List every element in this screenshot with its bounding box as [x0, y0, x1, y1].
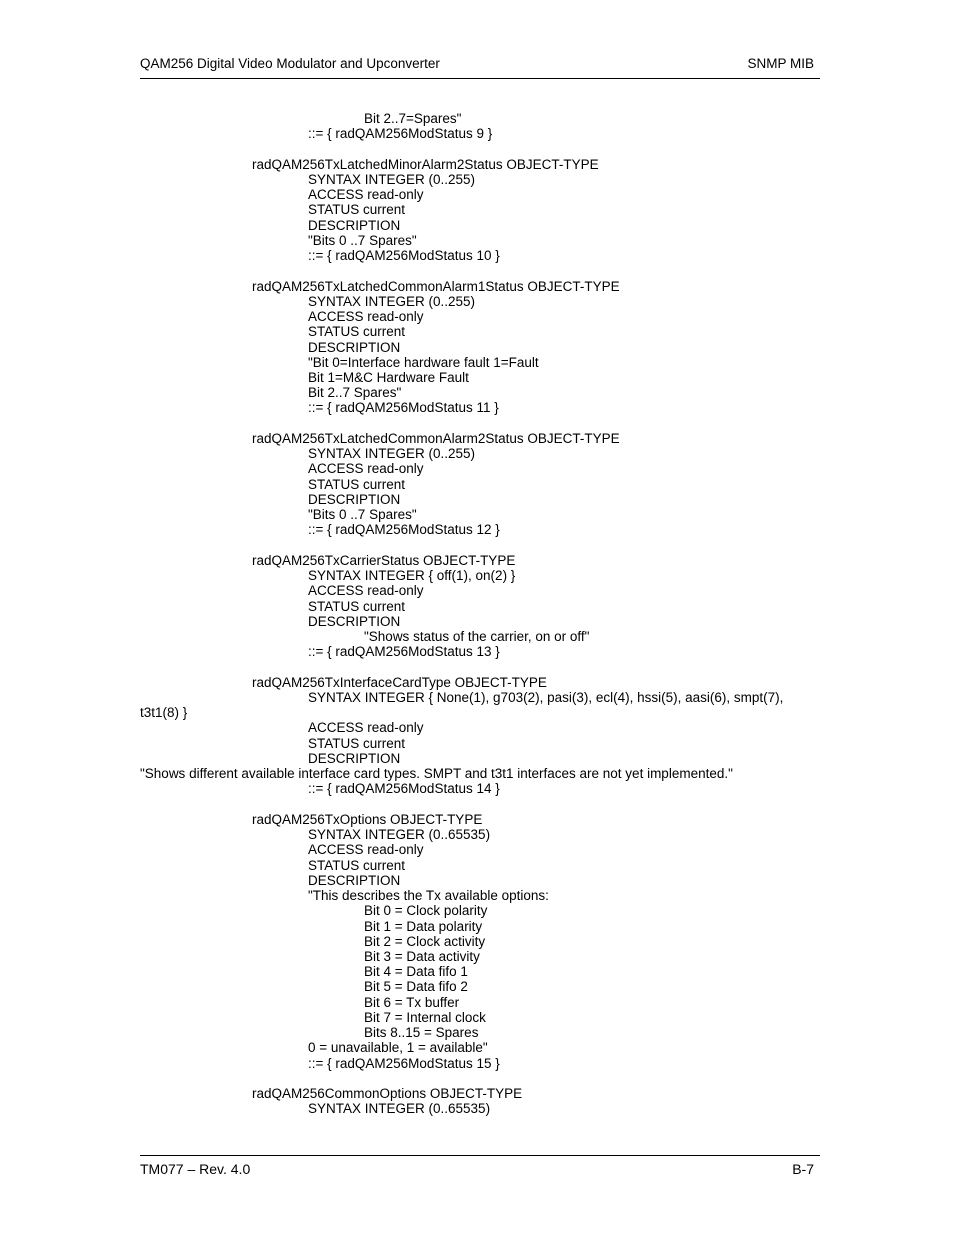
mib-line: STATUS current — [308, 324, 406, 339]
mib-line: Bit 3 = Data activity — [364, 949, 480, 964]
mib-line: STATUS current — [308, 477, 406, 492]
mib-line: ::= { radQAM256ModStatus 14 } — [308, 781, 500, 796]
document-title: QAM256 Digital Video Modulator and Upconverter — [140, 56, 440, 71]
mib-line: STATUS current — [308, 599, 406, 614]
mib-line: radQAM256TxCarrierStatus OBJECT-TYPE — [252, 553, 516, 568]
mib-line: Bit 0 = Clock polarity — [364, 903, 488, 918]
mib-line: "Shows different available interface card types. SMPT and t3t1 interfaces are not yet implemented." — [140, 766, 733, 781]
section-title: SNMP MIB — [747, 56, 814, 71]
mib-line: ACCESS read-only — [308, 583, 424, 598]
mib-line: radQAM256TxLatchedCommonAlarm1Status OBJECT-TYPE — [252, 279, 620, 294]
mib-line: Bits 8..15 = Spares — [364, 1025, 479, 1040]
mib-line: STATUS current — [308, 736, 406, 751]
mib-line: DESCRIPTION — [308, 873, 401, 888]
mib-line: "Bits 0 ..7 Spares" — [308, 507, 417, 522]
mib-line: ACCESS read-only — [308, 187, 424, 202]
mib-line: Bit 1=M&C Hardware Fault — [308, 370, 469, 385]
mib-line: radQAM256TxLatchedMinorAlarm2Status OBJECT-TYPE — [252, 157, 599, 172]
mib-line: radQAM256TxOptions OBJECT-TYPE — [252, 812, 483, 827]
mib-line: Bit 2 = Clock activity — [364, 934, 486, 949]
mib-line: SYNTAX INTEGER (0..255) — [308, 294, 476, 309]
mib-line: ::= { radQAM256ModStatus 12 } — [308, 522, 500, 537]
mib-line: SYNTAX INTEGER (0..255) — [308, 446, 476, 461]
mib-line: SYNTAX INTEGER (0..255) — [308, 172, 476, 187]
mib-line: 0 = unavailable, 1 = available" — [308, 1040, 488, 1055]
mib-line: ::= { radQAM256ModStatus 15 } — [308, 1056, 500, 1071]
mib-line: ACCESS read-only — [308, 461, 424, 476]
mib-line: Bit 2..7=Spares" — [364, 111, 462, 126]
mib-line: radQAM256CommonOptions OBJECT-TYPE — [252, 1086, 523, 1101]
mib-line: DESCRIPTION — [308, 492, 401, 507]
mib-line: DESCRIPTION — [308, 751, 401, 766]
mib-line: DESCRIPTION — [308, 218, 401, 233]
mib-line: Bit 6 = Tx buffer — [364, 995, 460, 1010]
mib-line: SYNTAX INTEGER { off(1), on(2) } — [308, 568, 516, 583]
mib-line: SYNTAX INTEGER (0..65535) — [308, 827, 491, 842]
mib-line: ACCESS read-only — [308, 720, 424, 735]
mib-line: radQAM256TxInterfaceCardType OBJECT-TYPE — [252, 675, 547, 690]
mib-line: Bit 2..7 Spares" — [308, 385, 402, 400]
mib-line: ::= { radQAM256ModStatus 10 } — [308, 248, 500, 263]
mib-line: ACCESS read-only — [308, 309, 424, 324]
mib-line: Bit 4 = Data fifo 1 — [364, 964, 468, 979]
mib-line: "Shows status of the carrier, on or off" — [364, 629, 590, 644]
page-number: B-7 — [792, 1161, 814, 1177]
mib-line: STATUS current — [308, 202, 406, 217]
mib-line: "This describes the Tx available options: — [308, 888, 549, 903]
mib-line: SYNTAX INTEGER { None(1), g703(2), pasi(3), ecl(4), hssi(5), aasi(6), smpt(7), — [308, 690, 784, 705]
document-revision: TM077 – Rev. 4.0 — [140, 1161, 251, 1177]
mib-line: "Bit 0=Interface hardware fault 1=Fault — [308, 355, 539, 370]
page-footer — [140, 1155, 820, 1177]
mib-line: DESCRIPTION — [308, 614, 401, 629]
mib-line: Bit 1 = Data polarity — [364, 919, 483, 934]
mib-line: Bit 5 = Data fifo 2 — [364, 979, 468, 994]
mib-line: radQAM256TxLatchedCommonAlarm2Status OBJECT-TYPE — [252, 431, 620, 446]
mib-line: DESCRIPTION — [308, 340, 401, 355]
mib-line: t3t1(8) } — [140, 705, 188, 720]
mib-line: ::= { radQAM256ModStatus 13 } — [308, 644, 500, 659]
mib-line: ACCESS read-only — [308, 842, 424, 857]
mib-line: ::= { radQAM256ModStatus 9 } — [308, 126, 493, 141]
mib-line: STATUS current — [308, 858, 406, 873]
mib-line: "Bits 0 ..7 Spares" — [308, 233, 417, 248]
mib-line: SYNTAX INTEGER (0..65535) — [308, 1101, 491, 1116]
mib-line: Bit 7 = Internal clock — [364, 1010, 486, 1025]
mib-line: ::= { radQAM256ModStatus 11 } — [308, 400, 499, 415]
